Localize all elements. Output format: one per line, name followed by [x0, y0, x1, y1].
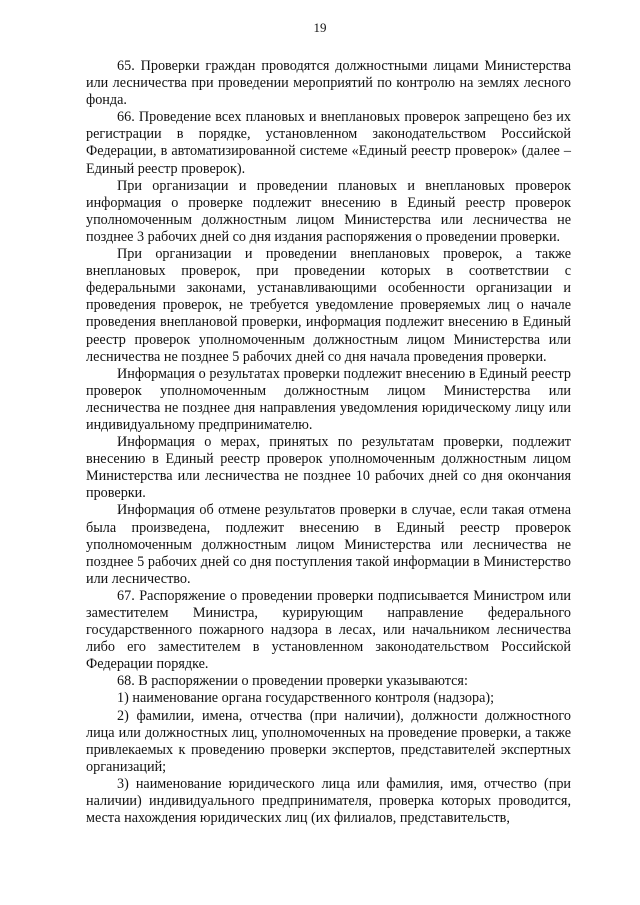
paragraph-66: 66. Проведение всех плановых и внеплановых проверок запрещено без их регистрации в порядке, установленном законодательством Российской Федерации, в автоматизированной системе «Единый реестр проверок» (далее – Единый реестр проверок).	[86, 109, 571, 177]
document-body	[86, 58, 571, 827]
paragraph-67: 67. Распоряжение о проведении проверки подписывается Министром или заместителем Министра, курирующим направление федерального государственного пожарного надзора в лесах, или начальником лесничества либо его заместителем в установленном законодательством Российской Федерации порядке.	[86, 587, 571, 673]
paragraph-66-measures-info: Информация о мерах, принятых по результатам проверки, подлежит внесению в Единый реестр проверок уполномоченным должностным лицом Министерства или лесничества не позднее 10 рабочих дней со дня окончания проверки.	[86, 434, 571, 502]
list-item-1: 1) наименование органа государственного контроля (надзора);	[117, 690, 495, 707]
paragraph-66-registration-info: При организации и проведении плановых и внеплановых проверок информация о проверке подлежит внесению в Единый реестр проверок уполномоченным должностным лицом Министерства или лесничества не позднее 3 рабочих дней со дня издания распоряжения о проведении проверки.	[86, 177, 571, 245]
paragraph-66-unscheduled-info: При организации и проведении внеплановых проверок, а также внеплановых проверок, при проведении которых в соответствии с федеральными законами, устанавливающими особенности организации и проведения проверок, не требуется уведомление проверяемых лиц о начале проведения внеплановой проверки, информация подлежит внесению в Единый реестр проверок уполномоченным должностным лицом Министерства или лесничества не позднее 5 рабочих дней со дня начала проведения проверки.	[86, 246, 571, 365]
list-item-3: 3) наименование юридического лица или фамилия, имя, отчество (при наличии) индивидуального предпринимателя, проверка которых проводится, места нахождения юридических лиц (их филиалов, представительств,	[86, 775, 571, 827]
page-number: 19	[313, 20, 327, 35]
paragraph-66-results-info: Информация о результатах проверки подлежит внесению в Единый реестр проверок уполномоченным должностным лицом Министерства или лесничества не позднее дня направления уведомления юридическому лицу или индивидуальному предпринимателю.	[86, 365, 571, 433]
paragraph-65: 65. Проверки граждан проводятся должностными лицами Министерства или лесничества при проведении мероприятий по контролю на землях лесного фонда.	[86, 58, 571, 109]
paragraph-66-cancellation-info: Информация об отмене результатов проверки в случае, если такая отмена была произведена, подлежит внесению в Единый реестр проверок уполномоченным должностным лицом Министерства или лесничества не позднее 5 рабочих дней со дня поступления такой информации в Министерство или лесничество.	[86, 502, 571, 587]
list-item-2: 2) фамилии, имена, отчества (при наличии), должности должностного лица или должностных лиц, уполномоченных на проведение проверки, а также привлекаемых к проведению проверки экспертов, представителей экспертных организаций;	[86, 707, 571, 775]
paragraph-68: 68. В распоряжении о проведении проверки указываются:	[117, 673, 468, 690]
